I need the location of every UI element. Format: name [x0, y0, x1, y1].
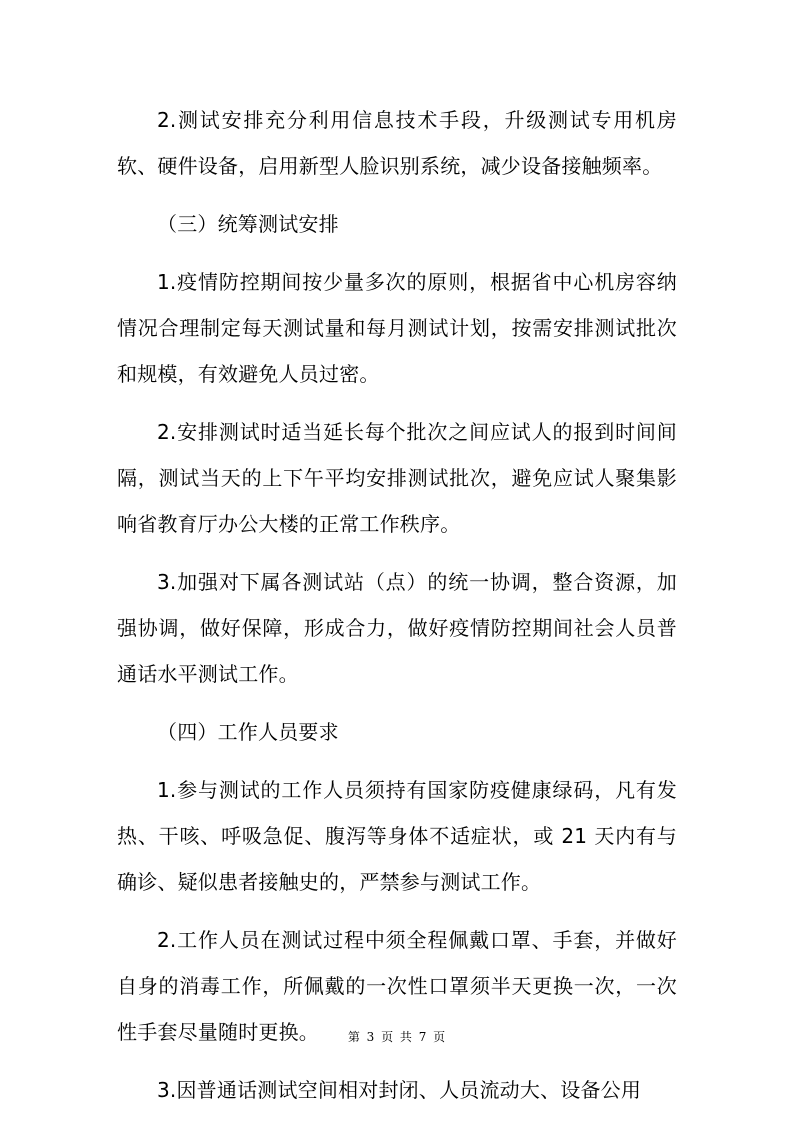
paragraph: 2.工作人员在测试过程中须全程佩戴口罩、手套，并做好自身的消毒工作，所佩戴的一次性口罩须半天更换一次，一次性手套尽量随时更换。	[117, 928, 677, 1044]
page-number-footer: 第 3 页 共 7 页	[347, 1030, 446, 1044]
section-heading: （四）工作人员要求	[157, 720, 339, 744]
paragraph: 2.安排测试时适当延长每个批次之间应试人的报到时间间隔，测试当天的上下午平均安排测试批次，避免应试人聚集影响省教育厅办公大楼的正常工作秩序。	[117, 420, 677, 536]
paragraph: 1.参与测试的工作人员须持有国家防疫健康绿码，凡有发热、干咳、呼吸急促、腹泻等身体不适症状，或 21 天内有与确诊、疑似患者接触史的，严禁参与测试工作。	[117, 778, 677, 894]
paragraph: 2.测试安排充分利用信息技术手段，升级测试专用机房软、硬件设备，启用新型人脸识别系统，减少设备接触频率。	[117, 108, 677, 178]
paragraph: 1.疫情防控期间按少量多次的原则，根据省中心机房容纳情况合理制定每天测试量和每月测试计划，按需安排测试批次和规模，有效避免人员过密。	[117, 270, 677, 386]
paragraph: 3.因普通话测试空间相对封闭、人员流动大、设备公用	[157, 1078, 642, 1102]
document-body	[117, 97, 677, 1125]
paragraph: 3.加强对下属各测试站（点）的统一协调，整合资源，加强协调，做好保障，形成合力，做好疫情防控期间社会人员普通话水平测试工作。	[117, 570, 677, 686]
section-heading: （三）统筹测试安排	[157, 212, 339, 236]
